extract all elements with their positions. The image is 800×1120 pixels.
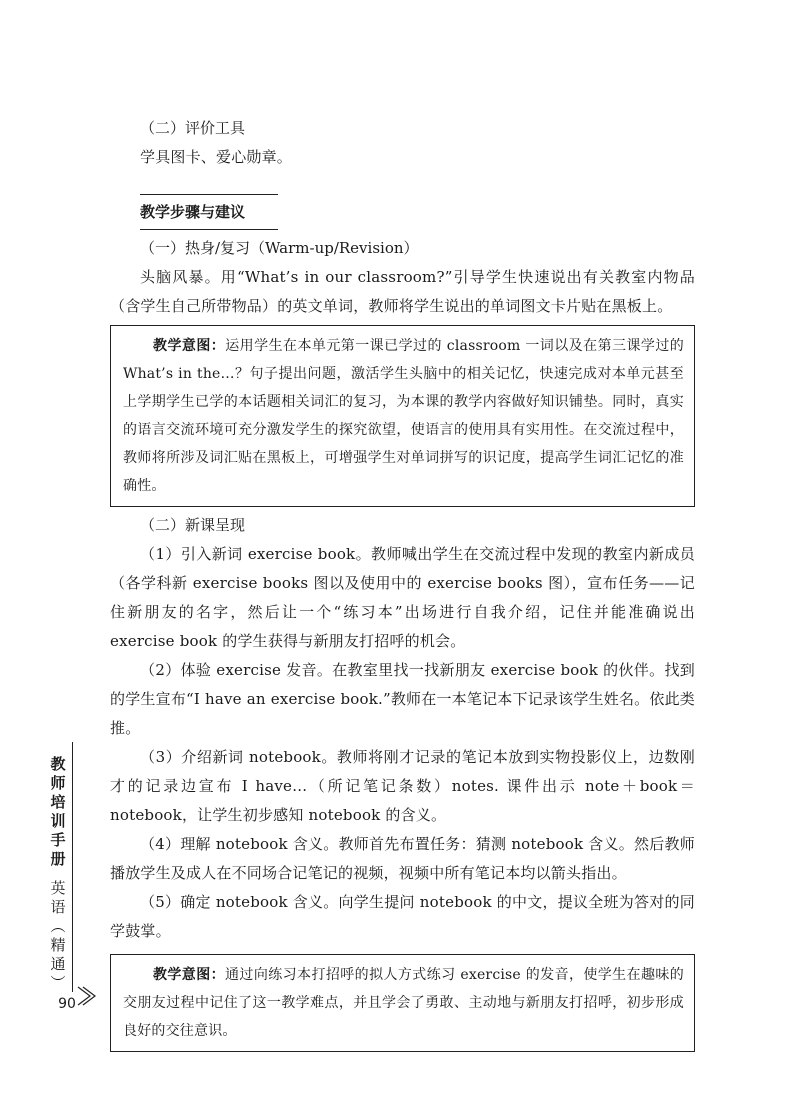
subject-char: 英 xyxy=(50,879,66,897)
intent-paragraph-2 xyxy=(123,961,684,1045)
book-subject xyxy=(48,879,68,993)
step-3: （3）介绍新词 notebook。教师将刚才记录的笔记本放到实物投影仪上，边数刚才的记录边宣布 I have…（所记笔记条数）notes. 课件出示 note＋book＝notebook，让学生初步感知 notebook 的含义。 xyxy=(110,748,695,824)
step-2: （2）体验 exercise 发音。在教室里找一找新朋友 exercise book 的伙伴。找到的学生宣布“I have an exercise book.”教师在一本笔记本下记录该学生姓名。依此类推。 xyxy=(110,661,695,737)
intent-label: 教学意图： xyxy=(153,338,226,354)
intent-text: 运用学生在本单元第一课已学过的 classroom 一词以及在第三课学过的 What’s in the…？句子提出问题，激活学生头脑中的相关记忆，快速完成对本单元甚至上学期学生已学的本话题相关词汇的复习，为本课的教学内容做好知识铺垫。同时，真实的语言交流环境可充分激发学生的探究欲望，使语言的使用具有实用性。在交流过程中，教师将所涉及词汇贴在黑板上，可增强学生对单词拼写的识记度，提高学生词汇记忆的准确性。 xyxy=(123,338,684,494)
step-1: （1）引入新词 exercise book。教师喊出学生在交流过程中发现的教室内新成员（各学科新 exercise books 图以及使用中的 exercise books 图），宣布任务——记住新朋友的名字，然后让一个“练习本”出场进行自我介绍，记住并能准确说出 exercise book 的学生获得与新朋友打招呼的机会。 xyxy=(110,545,695,650)
intent-paragraph-1 xyxy=(123,332,684,500)
step-4: （4）理解 notebook 含义。教师首先布置任务：猜测 notebook 含义。然后教师播放学生及成人在不同场合记笔记的视频，视频中所有笔记本均以箭头指出。 xyxy=(110,835,695,882)
title-char: 册 xyxy=(50,850,66,868)
warmup-heading: （一）热身/复习（Warm-up/Revision） xyxy=(140,239,419,257)
title-char: 教 xyxy=(50,755,66,773)
new-lesson-heading: （二）新课呈现 xyxy=(140,516,246,534)
intent-label: 教学意图： xyxy=(153,967,226,983)
subject-char: ︶ xyxy=(50,974,66,992)
title-char: 训 xyxy=(50,812,66,830)
subject-char: 语 xyxy=(50,898,66,916)
title-char: 手 xyxy=(50,831,66,849)
subject-char: ︵ xyxy=(50,917,66,935)
sidebar-book-title xyxy=(44,755,90,993)
teaching-intent-box-2 xyxy=(110,954,695,1052)
subject-char: 精 xyxy=(50,936,66,954)
subject-char: 通 xyxy=(50,955,66,973)
title-char: 师 xyxy=(50,774,66,792)
steps-title: 教学步骤与建议 xyxy=(140,203,246,221)
tools-heading: （二）评价工具 xyxy=(140,119,246,137)
section-rule-top xyxy=(140,194,278,195)
tools-text: 学具图卡、爱心勋章。 xyxy=(140,148,293,166)
step-5: （5）确定 notebook 含义。向学生提问 notebook 的中文，提议全班为答对的同学鼓掌。 xyxy=(110,893,695,940)
intent-text: 通过向练习本打招呼的拟人方式练习 exercise 的发音，使学生在趣味的交朋友过程中记住了这一教学难点，并且学会了勇敢、主动地与新朋友打招呼，初步形成良好的交往意识。 xyxy=(123,967,685,1039)
book-title xyxy=(48,755,68,869)
page-number: 90 xyxy=(58,996,76,1012)
warmup-text: 头脑风暴。用“What’s in our classroom?”引导学生快速说出有关教室内物品（含学生自己所带物品）的英文单词，教师将学生说出的单词图文卡片贴在黑板上。 xyxy=(110,268,695,315)
title-char: 培 xyxy=(50,793,66,811)
teaching-intent-box-1 xyxy=(110,325,695,507)
page-content xyxy=(110,114,695,1056)
